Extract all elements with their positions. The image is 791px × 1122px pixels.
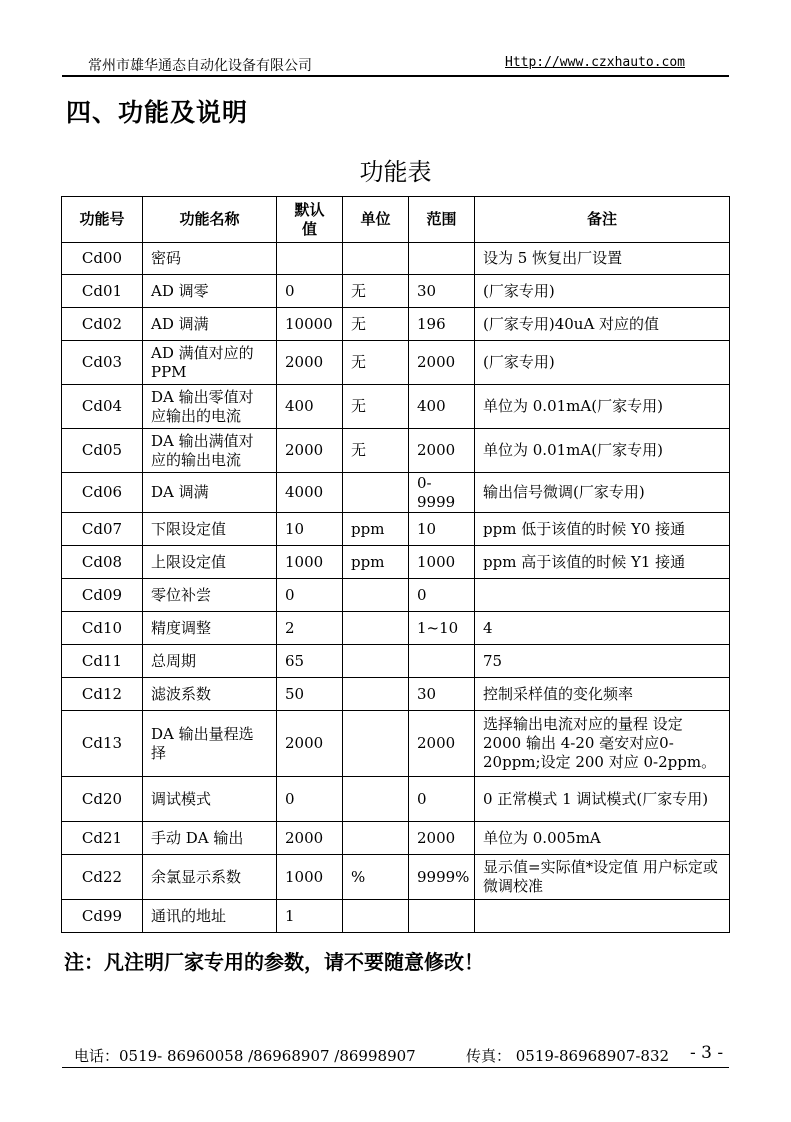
cell-default: 0	[277, 579, 343, 612]
cell-unit	[343, 473, 409, 513]
cell-name: DA 输出满值对应的输出电流	[143, 429, 277, 473]
cell-range: 0	[409, 777, 475, 822]
page-number: - 3 -	[690, 1043, 724, 1063]
cell-name: 精度调整	[143, 612, 277, 645]
cell-default: 2	[277, 612, 343, 645]
cell-code: Cd20	[62, 777, 143, 822]
cell-unit: 无	[343, 275, 409, 308]
cell-default: 0	[277, 777, 343, 822]
cell-name: DA 输出零值对应输出的电流	[143, 385, 277, 429]
cell-note: 4	[475, 612, 730, 645]
cell-default: 1	[277, 900, 343, 933]
cell-range: 30	[409, 275, 475, 308]
cell-code: Cd06	[62, 473, 143, 513]
cell-default: 50	[277, 678, 343, 711]
cell-name: AD 满值对应的PPM	[143, 341, 277, 385]
cell-name: AD 调满	[143, 308, 277, 341]
cell-unit: %	[343, 855, 409, 900]
table-header-row	[62, 197, 730, 243]
cell-unit: ppm	[343, 546, 409, 579]
cell-note	[475, 579, 730, 612]
cell-code: Cd02	[62, 308, 143, 341]
table-row	[62, 473, 730, 513]
cell-range: 196	[409, 308, 475, 341]
cell-range: 2000	[409, 822, 475, 855]
cell-name: DA 输出量程选择	[143, 711, 277, 777]
cell-range: 1000	[409, 546, 475, 579]
column-header: 功能号	[62, 197, 143, 243]
cell-default: 10	[277, 513, 343, 546]
table-row	[62, 645, 730, 678]
cell-note: 显示值=实际值*设定值 用户标定或微调校准	[475, 855, 730, 900]
cell-unit: 无	[343, 429, 409, 473]
cell-name: 余氯显示系数	[143, 855, 277, 900]
cell-unit	[343, 645, 409, 678]
cell-unit: 无	[343, 308, 409, 341]
cell-note: (厂家专用)	[475, 275, 730, 308]
cell-range: 0-9999	[409, 473, 475, 513]
cell-code: Cd04	[62, 385, 143, 429]
cell-note: 选择输出电流对应的量程 设定 2000 输出 4-20 毫安对应0-20ppm;设定 200 对应 0-2ppm。	[475, 711, 730, 777]
cell-note: (厂家专用)40uA 对应的值	[475, 308, 730, 341]
column-header: 单位	[343, 197, 409, 243]
cell-range	[409, 645, 475, 678]
table-row	[62, 855, 730, 900]
table-row	[62, 275, 730, 308]
cell-range: 9999%	[409, 855, 475, 900]
table-row	[62, 711, 730, 777]
table-row	[62, 429, 730, 473]
table-row	[62, 777, 730, 822]
cell-unit	[343, 900, 409, 933]
cell-range: 2000	[409, 429, 475, 473]
cell-code: Cd22	[62, 855, 143, 900]
cell-note	[475, 900, 730, 933]
cell-name: 调试模式	[143, 777, 277, 822]
cell-default: 2000	[277, 429, 343, 473]
function-table	[61, 196, 730, 933]
footer-divider	[62, 1067, 729, 1068]
cell-note: 输出信号微调(厂家专用)	[475, 473, 730, 513]
section-title: 四、功能及说明	[66, 98, 249, 127]
table-row	[62, 822, 730, 855]
cell-note: ppm 高于该值的时候 Y1 接通	[475, 546, 730, 579]
cell-name: 密码	[143, 243, 277, 275]
table-row	[62, 612, 730, 645]
cell-default	[277, 243, 343, 275]
table-title: 功能表	[359, 158, 432, 186]
cell-note: 设为 5 恢复出厂设置	[475, 243, 730, 275]
cell-range: 10	[409, 513, 475, 546]
table-row	[62, 579, 730, 612]
cell-default: 1000	[277, 546, 343, 579]
cell-note: 0 正常模式 1 调试模式(厂家专用)	[475, 777, 730, 822]
column-header: 备注	[475, 197, 730, 243]
table-row	[62, 341, 730, 385]
cell-code: Cd13	[62, 711, 143, 777]
table-row	[62, 678, 730, 711]
cell-unit	[343, 777, 409, 822]
cell-note: 单位为 0.005mA	[475, 822, 730, 855]
cell-range: 400	[409, 385, 475, 429]
cell-name: 总周期	[143, 645, 277, 678]
cell-unit	[343, 711, 409, 777]
cell-default: 4000	[277, 473, 343, 513]
header-company: 常州市雄华通态自动化设备有限公司	[88, 58, 312, 74]
cell-range	[409, 900, 475, 933]
column-header: 默认值	[277, 197, 343, 243]
cell-unit	[343, 243, 409, 275]
cell-name: 通讯的地址	[143, 900, 277, 933]
footer-phone: 电话：0519- 86960058 /86968907 /86998907	[74, 1047, 416, 1065]
table-row	[62, 513, 730, 546]
cell-code: Cd21	[62, 822, 143, 855]
cell-code: Cd99	[62, 900, 143, 933]
cell-code: Cd03	[62, 341, 143, 385]
cell-unit	[343, 678, 409, 711]
cell-unit	[343, 579, 409, 612]
cell-range: 0	[409, 579, 475, 612]
cell-unit: 无	[343, 341, 409, 385]
warning-note: 注：凡注明厂家专用的参数，请不要随意修改！	[64, 950, 484, 974]
cell-name: 下限设定值	[143, 513, 277, 546]
column-header: 功能名称	[143, 197, 277, 243]
cell-name: AD 调零	[143, 275, 277, 308]
footer-fax: 传真： 0519-86968907-832	[466, 1047, 670, 1065]
cell-code: Cd00	[62, 243, 143, 275]
cell-range: 2000	[409, 711, 475, 777]
cell-name: DA 调满	[143, 473, 277, 513]
cell-code: Cd10	[62, 612, 143, 645]
table-row	[62, 385, 730, 429]
cell-name: 手动 DA 输出	[143, 822, 277, 855]
cell-name: 零位补尝	[143, 579, 277, 612]
cell-default: 400	[277, 385, 343, 429]
cell-name: 上限设定值	[143, 546, 277, 579]
cell-code: Cd12	[62, 678, 143, 711]
cell-code: Cd01	[62, 275, 143, 308]
cell-default: 1000	[277, 855, 343, 900]
cell-note: (厂家专用)	[475, 341, 730, 385]
table-row	[62, 308, 730, 341]
cell-code: Cd09	[62, 579, 143, 612]
cell-name: 滤波系数	[143, 678, 277, 711]
cell-code: Cd07	[62, 513, 143, 546]
cell-default: 65	[277, 645, 343, 678]
cell-default: 2000	[277, 822, 343, 855]
table-row	[62, 900, 730, 933]
cell-range: 30	[409, 678, 475, 711]
cell-unit: ppm	[343, 513, 409, 546]
cell-range: 1~10	[409, 612, 475, 645]
cell-unit: 无	[343, 385, 409, 429]
cell-default: 0	[277, 275, 343, 308]
cell-note: 75	[475, 645, 730, 678]
cell-default: 10000	[277, 308, 343, 341]
cell-unit	[343, 612, 409, 645]
cell-unit	[343, 822, 409, 855]
header-url[interactable]: Http://www.czxhauto.com	[505, 55, 686, 70]
cell-range: 2000	[409, 341, 475, 385]
cell-note: 单位为 0.01mA(厂家专用)	[475, 429, 730, 473]
cell-code: Cd08	[62, 546, 143, 579]
cell-code: Cd11	[62, 645, 143, 678]
table-row	[62, 546, 730, 579]
cell-code: Cd05	[62, 429, 143, 473]
cell-note: 单位为 0.01mA(厂家专用)	[475, 385, 730, 429]
cell-default: 2000	[277, 341, 343, 385]
table-row	[62, 243, 730, 275]
cell-note: ppm 低于该值的时候 Y0 接通	[475, 513, 730, 546]
column-header: 范围	[409, 197, 475, 243]
cell-default: 2000	[277, 711, 343, 777]
cell-range	[409, 243, 475, 275]
header-divider	[62, 75, 729, 77]
cell-note: 控制采样值的变化频率	[475, 678, 730, 711]
